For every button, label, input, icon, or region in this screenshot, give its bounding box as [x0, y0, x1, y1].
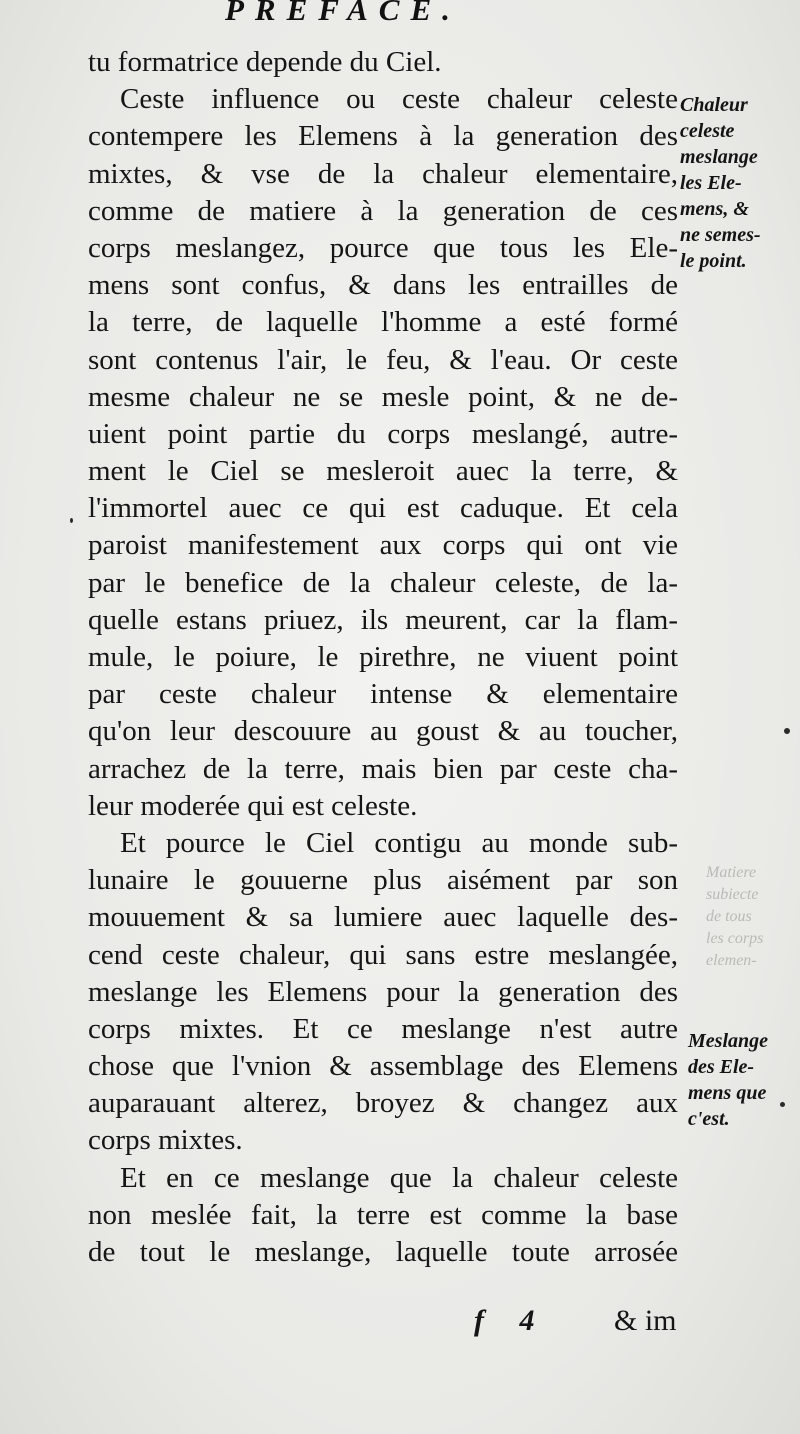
text-line: mens sont confus, & dans les entrailles de [88, 269, 678, 302]
text-line: lunaire le gouuerne plus aisément par son [88, 864, 678, 897]
text-line: de tout le meslange, laquelle toute arrosée [88, 1236, 678, 1268]
margin-note-line: celeste [680, 120, 735, 142]
text-line: l'immortel auec ce qui est caduque. Et cela [88, 492, 678, 525]
margin-note-line: c'est. [688, 1108, 730, 1130]
bleed-through-text [706, 862, 798, 972]
margin-note-line: mens, & [680, 198, 749, 220]
text-line: Ceste influence ou ceste chaleur celeste [120, 83, 678, 116]
text-line: paroist manifestement aux corps qui ont vie [88, 529, 678, 562]
ink-speck [70, 518, 73, 523]
margin-note-chaleur-celeste [680, 92, 798, 274]
text-line: non meslée fait, la terre est comme la base [88, 1198, 678, 1231]
text-line: meslange les Elemens pour la generation des [88, 975, 678, 1008]
text-line: Et en ce meslange que la chaleur celeste [120, 1161, 678, 1194]
text-line: corps mixtes. [88, 1124, 243, 1157]
body-text [88, 44, 678, 1271]
text-line: chose que l'vnion & assemblage des Elemens [88, 1050, 678, 1083]
text-line: uient point partie du corps meslangé, autre- [88, 417, 678, 450]
bleed-through-line: subiecte [706, 886, 759, 903]
text-line: leur moderée qui est celeste. [88, 789, 418, 822]
text-line: auparauant alterez, broyez & changez aux [88, 1087, 678, 1120]
text-line: qu'on leur descouure au goust & au toucher, [88, 715, 678, 748]
ink-speck [784, 728, 790, 734]
margin-note-line: Meslange [688, 1030, 768, 1052]
text-line: quelle estans priuez, ils meurent, car la flam- [88, 603, 678, 636]
text-line: corps meslangez, pource que tous les Ele- [88, 231, 678, 264]
text-line: par ceste chaleur intense & elementaire [88, 678, 678, 711]
text-line: arrachez de la terre, mais bien par ceste cha- [88, 752, 678, 785]
text-line: contempere les Elemens à la generation des [88, 120, 678, 153]
margin-note-line: ne semes- [680, 224, 761, 246]
catchword: & im [614, 1304, 677, 1337]
margin-note-meslange [688, 1028, 798, 1132]
signature-mark: f 4 [474, 1304, 549, 1337]
margin-note-line: le point. [680, 250, 747, 272]
text-line: mouuement & sa lumiere auec laquelle des- [88, 901, 678, 934]
margin-note-line: Chaleur [680, 94, 748, 116]
running-title: PREFACE. [225, 0, 461, 27]
bleed-through-line: les corps [706, 930, 764, 947]
margin-note-line: mens que [688, 1082, 767, 1104]
text-line: sont contenus l'air, le feu, & l'eau. Or ceste [88, 343, 678, 376]
text-line: la terre, de laquelle l'homme a esté formé [88, 306, 678, 339]
text-line: comme de matiere à la generation de ces [88, 194, 678, 227]
text-line: mule, le poiure, le pirethre, ne viuent point [88, 641, 678, 673]
text-line: par le benefice de la chaleur celeste, de la- [88, 566, 678, 599]
margin-note-line: meslange [680, 146, 758, 168]
bleed-through-line: de tous [706, 908, 752, 925]
text-line: Et pource le Ciel contigu au monde sub- [120, 826, 678, 859]
bleed-through-line: elemen- [706, 952, 757, 969]
text-line: tu formatrice depende du Ciel. [88, 46, 442, 78]
text-line: cend ceste chaleur, qui sans estre meslangée, [88, 938, 678, 971]
margin-note-line: les Ele- [680, 172, 742, 194]
text-line: mesme chaleur ne se mesle point, & ne de- [88, 380, 678, 413]
text-line: corps mixtes. Et ce meslange n'est autre [88, 1012, 678, 1045]
text-line: mixtes, & vse de la chaleur elementaire, [88, 157, 678, 190]
ink-speck [780, 1102, 785, 1107]
margin-note-line: des Ele- [688, 1056, 755, 1078]
text-line: ment le Ciel se mesleroit auec la terre, & [88, 455, 678, 488]
bleed-through-line: Matiere [706, 864, 757, 881]
